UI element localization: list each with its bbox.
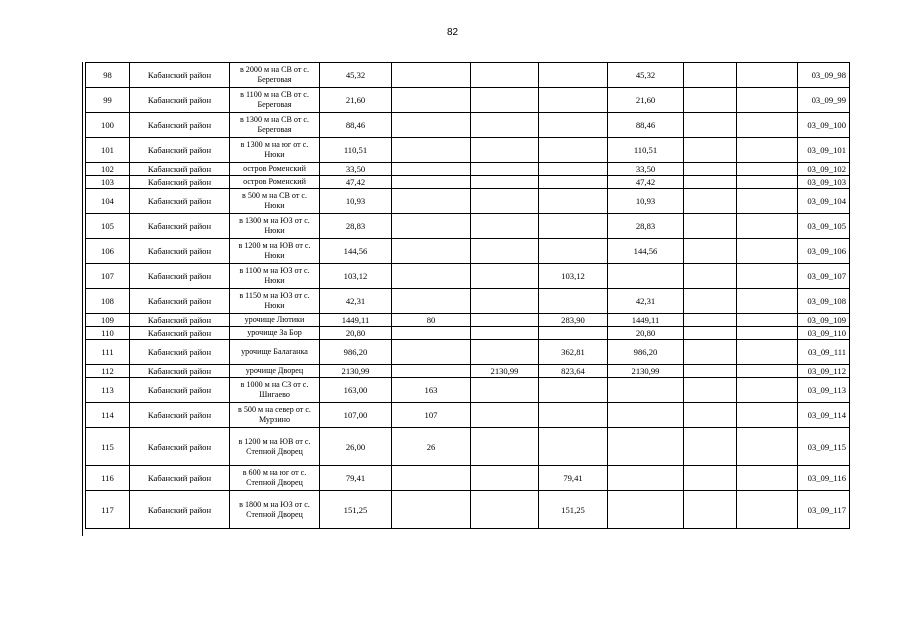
value-cell-5 <box>684 214 737 239</box>
row-number: 101 <box>86 138 130 163</box>
table-row <box>86 113 850 138</box>
table-row <box>86 264 850 289</box>
value-cell-3 <box>539 378 608 403</box>
table-row <box>86 163 850 176</box>
district-cell: Кабанский район <box>130 239 230 264</box>
value-cell-1 <box>392 289 471 314</box>
district-cell: Кабанский район <box>130 491 230 529</box>
area-cell: 10,93 <box>320 189 392 214</box>
code-cell: 03_09_99 <box>798 88 850 113</box>
value-cell-6 <box>737 176 798 189</box>
value-cell-5 <box>684 63 737 88</box>
area-cell: 163,00 <box>320 378 392 403</box>
value-cell-2 <box>471 113 539 138</box>
district-cell: Кабанский район <box>130 214 230 239</box>
value-cell-5 <box>684 189 737 214</box>
value-cell-2 <box>471 63 539 88</box>
district-cell: Кабанский район <box>130 163 230 176</box>
value-cell-1 <box>392 63 471 88</box>
table-row <box>86 176 850 189</box>
value-cell-4 <box>608 428 684 466</box>
table-body <box>86 63 850 529</box>
value-cell-1 <box>392 113 471 138</box>
district-cell: Кабанский район <box>130 428 230 466</box>
value-cell-3 <box>539 163 608 176</box>
row-number: 103 <box>86 176 130 189</box>
value-cell-4: 28,83 <box>608 214 684 239</box>
value-cell-1 <box>392 88 471 113</box>
page-number: 82 <box>446 27 459 38</box>
value-cell-6 <box>737 138 798 163</box>
value-cell-1: 107 <box>392 403 471 428</box>
value-cell-3: 823,64 <box>539 365 608 378</box>
area-cell: 103,12 <box>320 264 392 289</box>
district-cell: Кабанский район <box>130 466 230 491</box>
value-cell-3 <box>539 113 608 138</box>
value-cell-3 <box>539 63 608 88</box>
value-cell-5 <box>684 138 737 163</box>
value-cell-3: 103,12 <box>539 264 608 289</box>
area-cell: 107,00 <box>320 403 392 428</box>
value-cell-3 <box>539 189 608 214</box>
value-cell-2 <box>471 88 539 113</box>
row-number: 99 <box>86 88 130 113</box>
district-cell: Кабанский район <box>130 138 230 163</box>
code-cell: 03_09_101 <box>798 138 850 163</box>
district-cell: Кабанский район <box>130 340 230 365</box>
district-cell: Кабанский район <box>130 365 230 378</box>
value-cell-1 <box>392 214 471 239</box>
value-cell-1 <box>392 491 471 529</box>
row-number: 98 <box>86 63 130 88</box>
location-cell: урочище Лютики <box>230 314 320 327</box>
value-cell-3 <box>539 428 608 466</box>
value-cell-4: 42,31 <box>608 289 684 314</box>
value-cell-3 <box>539 289 608 314</box>
code-cell: 03_09_105 <box>798 214 850 239</box>
value-cell-5 <box>684 365 737 378</box>
value-cell-1 <box>392 340 471 365</box>
value-cell-5 <box>684 378 737 403</box>
value-cell-6 <box>737 264 798 289</box>
district-cell: Кабанский район <box>130 403 230 428</box>
value-cell-3 <box>539 327 608 340</box>
value-cell-1 <box>392 264 471 289</box>
location-cell: урочище Балаганка <box>230 340 320 365</box>
value-cell-3 <box>539 88 608 113</box>
code-cell: 03_09_112 <box>798 365 850 378</box>
location-cell: в 1800 м на ЮЗ от с. Степной Дворец <box>230 491 320 529</box>
value-cell-5 <box>684 403 737 428</box>
value-cell-3: 151,25 <box>539 491 608 529</box>
area-cell: 26,00 <box>320 428 392 466</box>
code-cell: 03_09_117 <box>798 491 850 529</box>
area-cell: 47,42 <box>320 176 392 189</box>
location-cell: в 1300 м на СВ от с. Береговая <box>230 113 320 138</box>
location-cell: в 600 м на юг от с. Степной Дворец <box>230 466 320 491</box>
value-cell-5 <box>684 88 737 113</box>
code-cell: 03_09_100 <box>798 113 850 138</box>
code-cell: 03_09_115 <box>798 428 850 466</box>
location-cell: в 1300 м на юг от с. Нюки <box>230 138 320 163</box>
row-number: 106 <box>86 239 130 264</box>
value-cell-2 <box>471 466 539 491</box>
row-number: 104 <box>86 189 130 214</box>
value-cell-2 <box>471 189 539 214</box>
value-cell-5 <box>684 289 737 314</box>
location-cell: остров Роменский <box>230 176 320 189</box>
value-cell-1: 26 <box>392 428 471 466</box>
value-cell-4 <box>608 403 684 428</box>
value-cell-5 <box>684 428 737 466</box>
table-row <box>86 327 850 340</box>
value-cell-6 <box>737 88 798 113</box>
location-cell: в 1100 м на ЮЗ от с. Нюки <box>230 264 320 289</box>
value-cell-5 <box>684 264 737 289</box>
value-cell-6 <box>737 491 798 529</box>
code-cell: 03_09_103 <box>798 176 850 189</box>
value-cell-3 <box>539 403 608 428</box>
area-cell: 79,41 <box>320 466 392 491</box>
location-cell: в 1150 м на ЮЗ от с. Нюки <box>230 289 320 314</box>
code-cell: 03_09_111 <box>798 340 850 365</box>
code-cell: 03_09_114 <box>798 403 850 428</box>
row-number: 112 <box>86 365 130 378</box>
value-cell-6 <box>737 314 798 327</box>
value-cell-2 <box>471 327 539 340</box>
value-cell-6 <box>737 214 798 239</box>
row-number: 114 <box>86 403 130 428</box>
value-cell-5 <box>684 113 737 138</box>
location-cell: в 1200 м на ЮВ от с. Степной Дворец <box>230 428 320 466</box>
value-cell-2 <box>471 403 539 428</box>
value-cell-2 <box>471 214 539 239</box>
value-cell-2 <box>471 491 539 529</box>
area-cell: 88,46 <box>320 113 392 138</box>
value-cell-6 <box>737 403 798 428</box>
code-cell: 03_09_109 <box>798 314 850 327</box>
area-cell: 2130,99 <box>320 365 392 378</box>
value-cell-5 <box>684 327 737 340</box>
value-cell-4: 45,32 <box>608 63 684 88</box>
district-cell: Кабанский район <box>130 327 230 340</box>
area-cell: 42,31 <box>320 289 392 314</box>
location-cell: в 1100 м на СВ от с. Береговая <box>230 88 320 113</box>
area-cell: 144,56 <box>320 239 392 264</box>
value-cell-2 <box>471 314 539 327</box>
value-cell-6 <box>737 428 798 466</box>
value-cell-2 <box>471 239 539 264</box>
location-cell: в 1300 м на ЮЗ от с. Нюки <box>230 214 320 239</box>
value-cell-5 <box>684 163 737 176</box>
value-cell-5 <box>684 466 737 491</box>
row-number: 108 <box>86 289 130 314</box>
code-cell: 03_09_108 <box>798 289 850 314</box>
value-cell-6 <box>737 189 798 214</box>
table-row <box>86 428 850 466</box>
district-cell: Кабанский район <box>130 176 230 189</box>
area-cell: 20,80 <box>320 327 392 340</box>
value-cell-4: 1449,11 <box>608 314 684 327</box>
value-cell-5 <box>684 314 737 327</box>
value-cell-3 <box>539 138 608 163</box>
value-cell-1 <box>392 189 471 214</box>
area-cell: 21,60 <box>320 88 392 113</box>
value-cell-6 <box>737 163 798 176</box>
code-cell: 03_09_102 <box>798 163 850 176</box>
table-row <box>86 189 850 214</box>
location-cell: остров Роменский <box>230 163 320 176</box>
row-number: 110 <box>86 327 130 340</box>
value-cell-3 <box>539 176 608 189</box>
value-cell-1 <box>392 327 471 340</box>
value-cell-4: 21,60 <box>608 88 684 113</box>
value-cell-4 <box>608 491 684 529</box>
district-cell: Кабанский район <box>130 264 230 289</box>
table-row <box>86 88 850 113</box>
district-cell: Кабанский район <box>130 88 230 113</box>
data-table <box>85 62 850 529</box>
row-number: 117 <box>86 491 130 529</box>
row-number: 111 <box>86 340 130 365</box>
value-cell-5 <box>684 340 737 365</box>
location-cell: в 500 м на СВ от с. Нюки <box>230 189 320 214</box>
value-cell-6 <box>737 63 798 88</box>
area-cell: 28,83 <box>320 214 392 239</box>
table-row <box>86 239 850 264</box>
value-cell-5 <box>684 239 737 264</box>
code-cell: 03_09_113 <box>798 378 850 403</box>
value-cell-6 <box>737 239 798 264</box>
location-cell: урочище За Бор <box>230 327 320 340</box>
value-cell-4: 986,20 <box>608 340 684 365</box>
table-row <box>86 138 850 163</box>
value-cell-4: 33,50 <box>608 163 684 176</box>
district-cell: Кабанский район <box>130 63 230 88</box>
area-cell: 986,20 <box>320 340 392 365</box>
value-cell-3: 79,41 <box>539 466 608 491</box>
code-cell: 03_09_98 <box>798 63 850 88</box>
location-cell: в 2000 м на СВ от с. Береговая <box>230 63 320 88</box>
value-cell-6 <box>737 378 798 403</box>
margin-line <box>82 62 83 536</box>
value-cell-4: 2130,99 <box>608 365 684 378</box>
value-cell-1 <box>392 176 471 189</box>
code-cell: 03_09_116 <box>798 466 850 491</box>
value-cell-1 <box>392 163 471 176</box>
value-cell-1 <box>392 466 471 491</box>
value-cell-2 <box>471 340 539 365</box>
area-cell: 110,51 <box>320 138 392 163</box>
value-cell-4: 144,56 <box>608 239 684 264</box>
area-cell: 33,50 <box>320 163 392 176</box>
value-cell-2 <box>471 163 539 176</box>
value-cell-2 <box>471 289 539 314</box>
code-cell: 03_09_107 <box>798 264 850 289</box>
value-cell-6 <box>737 327 798 340</box>
value-cell-4: 10,93 <box>608 189 684 214</box>
value-cell-1 <box>392 365 471 378</box>
value-cell-2 <box>471 264 539 289</box>
code-cell: 03_09_106 <box>798 239 850 264</box>
value-cell-3 <box>539 239 608 264</box>
row-number: 109 <box>86 314 130 327</box>
table-row <box>86 466 850 491</box>
value-cell-6 <box>737 289 798 314</box>
value-cell-3 <box>539 214 608 239</box>
location-cell: в 1200 м на ЮВ от с. Нюки <box>230 239 320 264</box>
row-number: 102 <box>86 163 130 176</box>
row-number: 116 <box>86 466 130 491</box>
location-cell: в 1000 м на СЗ от с. Шигаево <box>230 378 320 403</box>
value-cell-1: 80 <box>392 314 471 327</box>
value-cell-6 <box>737 340 798 365</box>
location-cell: в 500 м на север от с. Мурзино <box>230 403 320 428</box>
value-cell-2 <box>471 176 539 189</box>
value-cell-2: 2130,99 <box>471 365 539 378</box>
row-number: 113 <box>86 378 130 403</box>
table-row <box>86 491 850 529</box>
row-number: 115 <box>86 428 130 466</box>
district-cell: Кабанский район <box>130 289 230 314</box>
value-cell-6 <box>737 466 798 491</box>
value-cell-2 <box>471 138 539 163</box>
value-cell-5 <box>684 491 737 529</box>
table-row <box>86 63 850 88</box>
code-cell: 03_09_110 <box>798 327 850 340</box>
table-row <box>86 403 850 428</box>
value-cell-4 <box>608 466 684 491</box>
area-cell: 151,25 <box>320 491 392 529</box>
district-cell: Кабанский район <box>130 113 230 138</box>
row-number: 107 <box>86 264 130 289</box>
value-cell-4: 110,51 <box>608 138 684 163</box>
value-cell-5 <box>684 176 737 189</box>
value-cell-2 <box>471 378 539 403</box>
value-cell-6 <box>737 113 798 138</box>
row-number: 100 <box>86 113 130 138</box>
value-cell-4 <box>608 378 684 403</box>
value-cell-6 <box>737 365 798 378</box>
value-cell-3: 283,90 <box>539 314 608 327</box>
value-cell-2 <box>471 428 539 466</box>
district-cell: Кабанский район <box>130 378 230 403</box>
district-cell: Кабанский район <box>130 189 230 214</box>
value-cell-4: 88,46 <box>608 113 684 138</box>
table-row <box>86 365 850 378</box>
value-cell-4 <box>608 264 684 289</box>
table-row <box>86 314 850 327</box>
value-cell-4: 47,42 <box>608 176 684 189</box>
table-row <box>86 378 850 403</box>
district-cell: Кабанский район <box>130 314 230 327</box>
value-cell-4: 20,80 <box>608 327 684 340</box>
area-cell: 45,32 <box>320 63 392 88</box>
code-cell: 03_09_104 <box>798 189 850 214</box>
value-cell-1: 163 <box>392 378 471 403</box>
value-cell-1 <box>392 239 471 264</box>
table-row <box>86 289 850 314</box>
area-cell: 1449,11 <box>320 314 392 327</box>
value-cell-1 <box>392 138 471 163</box>
value-cell-3: 362,81 <box>539 340 608 365</box>
table-row <box>86 340 850 365</box>
location-cell: урочище Дворец <box>230 365 320 378</box>
row-number: 105 <box>86 214 130 239</box>
table-row <box>86 214 850 239</box>
